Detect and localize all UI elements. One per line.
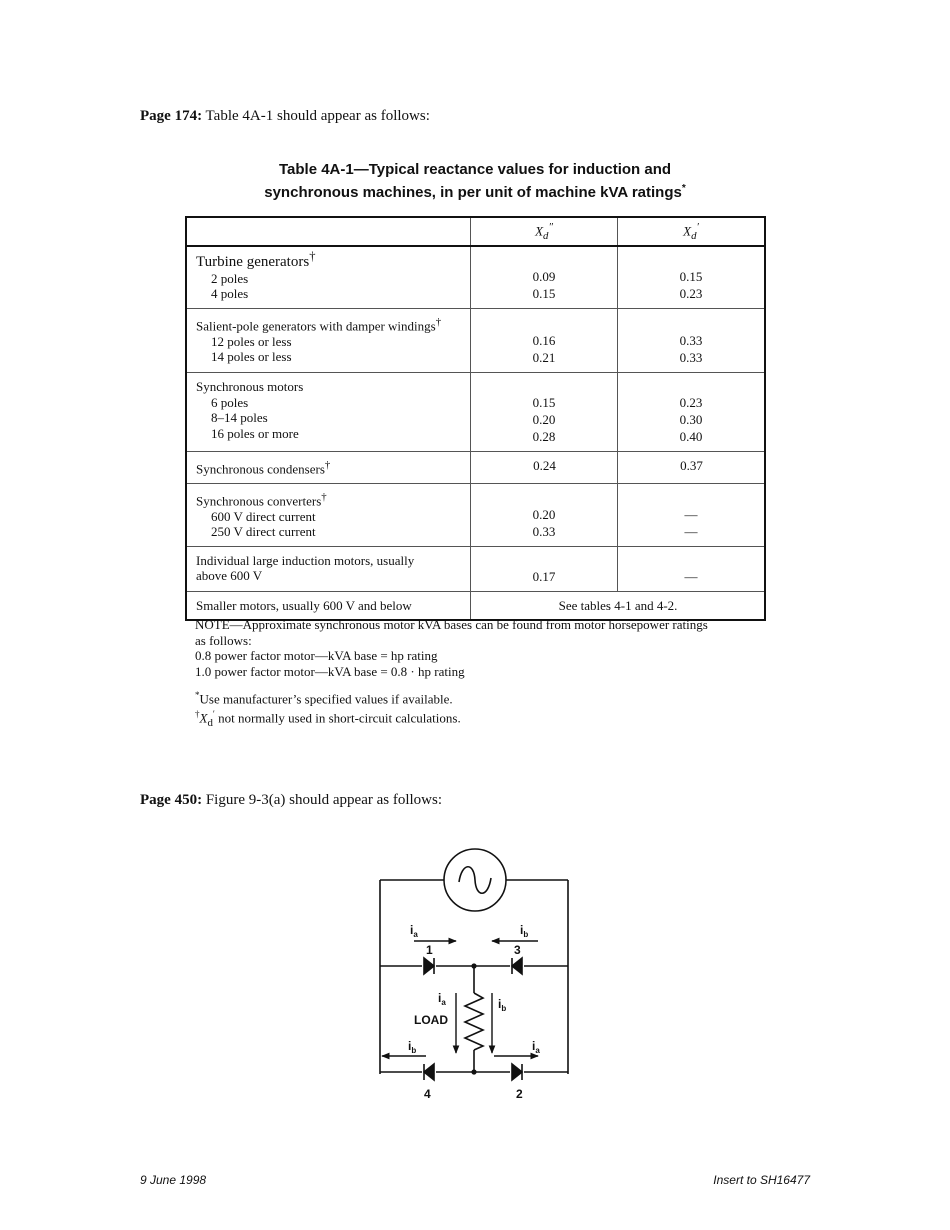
table-footnotes: *Use manufacturer’s specified values if available. $^\dagger X_d'$ not normally used in short-circuit calculations. [195, 690, 461, 729]
table-header-row [186, 217, 765, 246]
table-row: Individual large induction motors, usually above 600 V 0.17 — [186, 546, 765, 591]
label-ia-bottom: $i_a$ [532, 1039, 540, 1055]
label-ia-top: $i_a$ [410, 923, 418, 939]
table-row: Smaller motors, usually 600 V and below See tables 4-1 and 4-2. [186, 591, 765, 620]
label-load: LOAD [414, 1013, 448, 1027]
table-caption: Table 4A-1—Typical reactance values for induction and synchronous machines, in per unit of machine kVA ratings* [264, 161, 686, 201]
label-diode-1: 1 [426, 943, 433, 957]
page-174-reference: Page 174: Table 4A-1 should appear as follows: [140, 108, 430, 124]
page-450-reference: Page 450: Figure 9-3(a) should appear as follows: [140, 792, 443, 808]
diode-3-icon [512, 958, 522, 974]
table-note: NOTE—Approximate synchronous motor kVA bases can be found from motor horsepower ratings as follows: 0.8 power factor motor—kVA base = hp rating 1.0 power factor motor—kVA base = 0.8 · hp rating [195, 617, 708, 679]
label-ib-load: $i_b$ [498, 997, 507, 1013]
table-row: Synchronous converters† 600 V direct current 250 V direct current 0.20 0.33 — — [186, 483, 765, 546]
reactance-table [185, 216, 766, 621]
diode-1-icon [424, 958, 434, 974]
diode-4-icon [424, 1064, 434, 1080]
footer-insert-note: Insert to SH16477 [713, 1173, 810, 1187]
load-resistor-icon [465, 993, 483, 1050]
label-diode-2: 2 [516, 1087, 523, 1101]
label-ib-bottom: $i_b$ [408, 1039, 417, 1055]
rectifier-circuit-diagram [370, 840, 580, 1110]
table-row: Salient-pole generators with damper windings† 12 poles or less 14 poles or less 0.16 0.21 0.33 0.33 [186, 309, 765, 373]
header-xd-transient: $X_d'$ [618, 217, 765, 246]
header-xd-subtransient: $X_d''$ [471, 217, 618, 246]
table-row: Synchronous condensers† 0.24 0.37 [186, 452, 765, 484]
table-row: Synchronous motors 6 poles 8–14 poles 16 poles or more 0.15 0.20 0.28 0.23 0.30 0.40 [186, 373, 765, 452]
diode-2-icon [512, 1064, 522, 1080]
label-ib-top: $i_b$ [520, 923, 529, 939]
label-diode-4: 4 [424, 1087, 431, 1101]
label-diode-3: 3 [514, 943, 521, 957]
table-row: Turbine generators† 2 poles 4 poles 0.09 0.15 0.15 0.23 [186, 246, 765, 309]
footer-date: 9 June 1998 [140, 1173, 207, 1187]
label-ia-load: $i_a$ [438, 991, 446, 1007]
